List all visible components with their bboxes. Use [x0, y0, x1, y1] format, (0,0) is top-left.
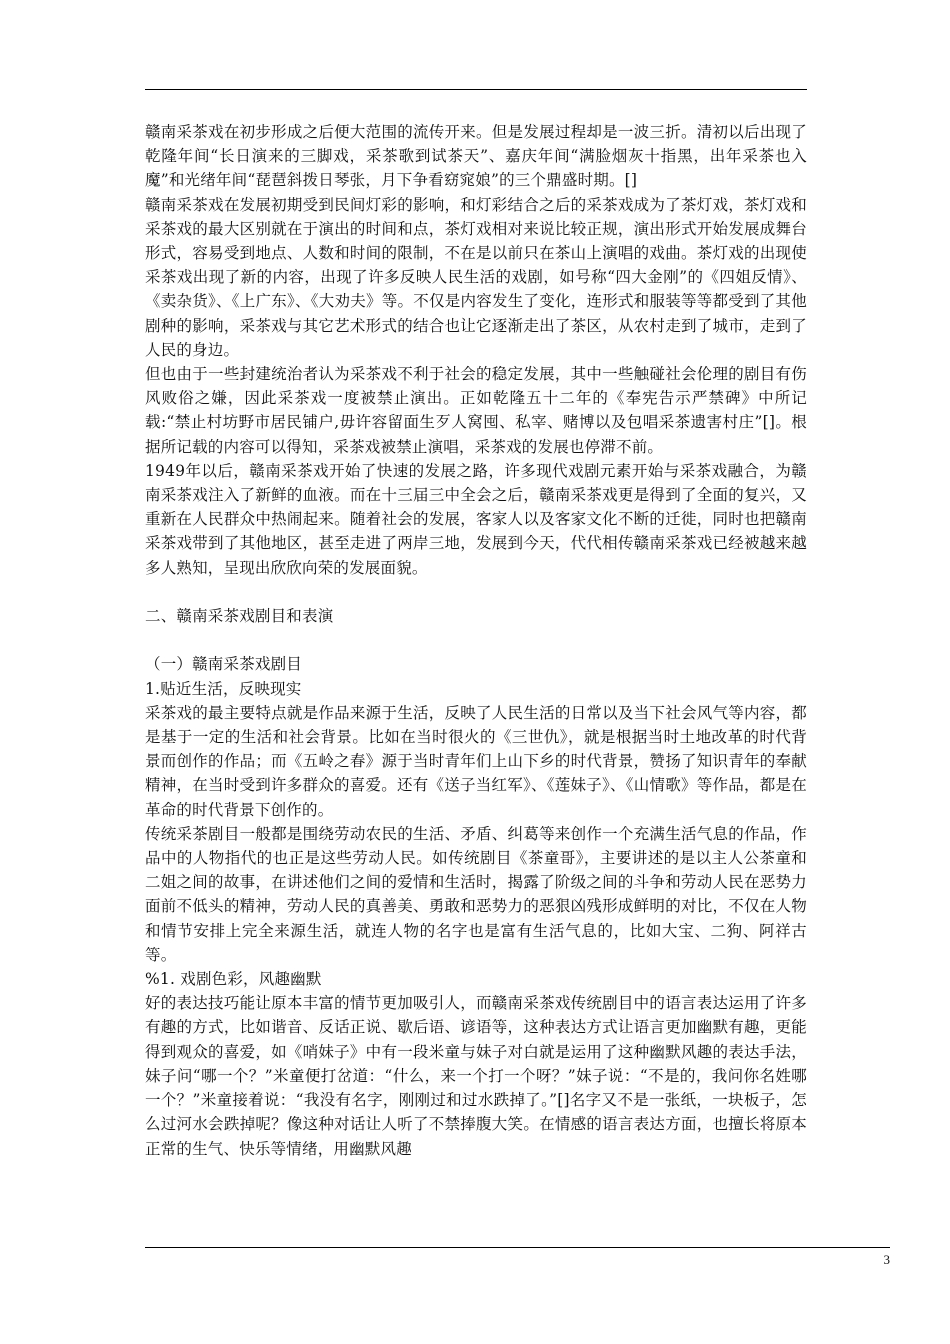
- paragraph-humor: 好的表达技巧能让原本丰富的情节更加吸引人，而赣南采茶戏传统剧目中的语言表达运用了许多有趣的方式，比如谐音、反话正说、歇后语、谚语等，这种表达方式让语言更加幽默有趣，更能得到观众的喜爱，如《哨妹子》中有一段米童与妹子对白就是运用了这种幽默风趣的表达手法，妹子问“哪一个？”米童便打岔道：“什么，来一个打一个呀？”妹子说：“不是的，我问你名姓哪一个？”米童接着说：“我没有名字，刚刚过和过水跌掉了。”[]名字又不是一张纸，一块板子，怎么过河水会跌掉呢？像这种对话让人听了不禁捧腹大笑。在情感的语言表达方面，也擅长将原本正常的生气、快乐等情绪，用幽默风趣: [145, 994, 807, 1158]
- point-heading-1: 1.贴近生活，反映现实: [145, 679, 302, 698]
- paragraph-ban: 但也由于一些封建统治者认为采茶戏不利于社会的稳定发展，其中一些触碰社会伦理的剧目有伤风败俗之嫌，因此采茶戏一度被禁止演出。正如乾隆五十二年的《奉宪告示严禁碑》中所记载:“禁止村坊野市居民铺户,毋许容留面生歹人窝囤、私宰、赌博以及包唱采茶遗害村庄”[]。根据所记载的内容可以得知，采茶戏被禁止演唱，采茶戏的发展也停滞不前。: [145, 365, 807, 456]
- footer-rule: [145, 1247, 890, 1248]
- page-number: 3: [883, 1252, 890, 1267]
- spacer: [145, 628, 807, 652]
- page-body: [145, 120, 807, 1161]
- section-heading: 二、赣南采茶戏剧目和表演: [145, 607, 334, 626]
- paragraph-traditional-repertoire: 传统采茶剧目一般都是围绕劳动农民的生活、矛盾、纠葛等来创作一个充满生活气息的作品，作品中的人物指代的也正是这些劳动人民。如传统剧目《茶童哥》，主要讲述的是以主人公茶童和二姐之间的故事，在讲述他们之间的爱情和生活时，揭露了阶级之间的斗争和劳动人民在恶势力面前不低头的精神，劳动人民的真善美、勇敢和恶势力的恶狠凶残形成鲜明的对比，不仅在人物和情节安排上完全来源生活，就连人物的名字也是富有生活气息的，比如大宝、二狗、阿祥古等。: [145, 824, 807, 964]
- header-rule: [145, 89, 807, 90]
- subsection-heading: （一）赣南采茶戏剧目: [145, 655, 303, 674]
- spacer: [145, 580, 807, 604]
- paragraph-from-life: 采茶戏的最主要特点就是作品来源于生活，反映了人民生活的日常以及当下社会风气等内容，都是基于一定的生活和社会背景。比如在当时很火的《三世仇》，就是根据当时土地改革的时代背景而创作的作品；而《五岭之春》源于当时青年们上山下乡的时代背景，赞扬了知识青年的奉献精神，在当时受到许多群众的喜爱。还有《送子当红军》、《莲妹子》、《山情歌》等作品，都是在革命的时代背景下创作的。: [145, 703, 807, 819]
- paragraph-after-1949: 1949年以后，赣南采茶戏开始了快速的发展之路，许多现代戏剧元素开始与采茶戏融合，为赣南采茶戏注入了新鲜的血液。而在十三届三中全会之后，赣南采茶戏更是得到了全面的复兴，又重新在人民群众中热闹起来。随着社会的发展，客家人以及客家文化不断的迁徙，同时也把赣南采茶戏带到了其他地区，甚至走进了两岸三地，发展到今天，代代相传赣南采茶戏已经被越来越多人熟知，呈现出欣欣向荣的发展面貌。: [145, 461, 807, 577]
- paragraph-flourishing-periods: 赣南采茶戏在初步形成之后便大范围的流传开来。但是发展过程却是一波三折。清初以后出现了乾隆年间“长日演来的三脚戏，采茶歌到试茶天”、嘉庆年间“满脸烟灰十指黑，出年采茶也入魔”和光绪年间“琵琶斜拨日琴张，月下争看窈窕娘”的三个鼎盛时期。[]: [145, 123, 807, 190]
- point-heading-2: %1. 戏剧色彩，风趣幽默: [145, 970, 322, 989]
- paragraph-tea-lantern-opera: 赣南采茶戏在发展初期受到民间灯彩的影响，和灯彩结合之后的采茶戏成为了茶灯戏，茶灯戏和采茶戏的最大区别就在于演出的时间和点，茶灯戏相对来说比较正规，演出形式开始发展成舞台形式，容易受到地点、人数和时间的限制，不在是以前只在茶山上演唱的戏曲。茶灯戏的出现使采茶戏出现了新的内容，出现了许多反映人民生活的戏剧，如号称“四大金刚”的《四姐反情》、《卖杂货》、《上广东》、《大劝夫》等。不仅是内容发生了变化，连形式和服装等等都受到了其他剧种的影响，采茶戏与其它艺术形式的结合也让它逐渐走出了茶区，从农村走到了城市，走到了人民的身边。: [145, 195, 807, 359]
